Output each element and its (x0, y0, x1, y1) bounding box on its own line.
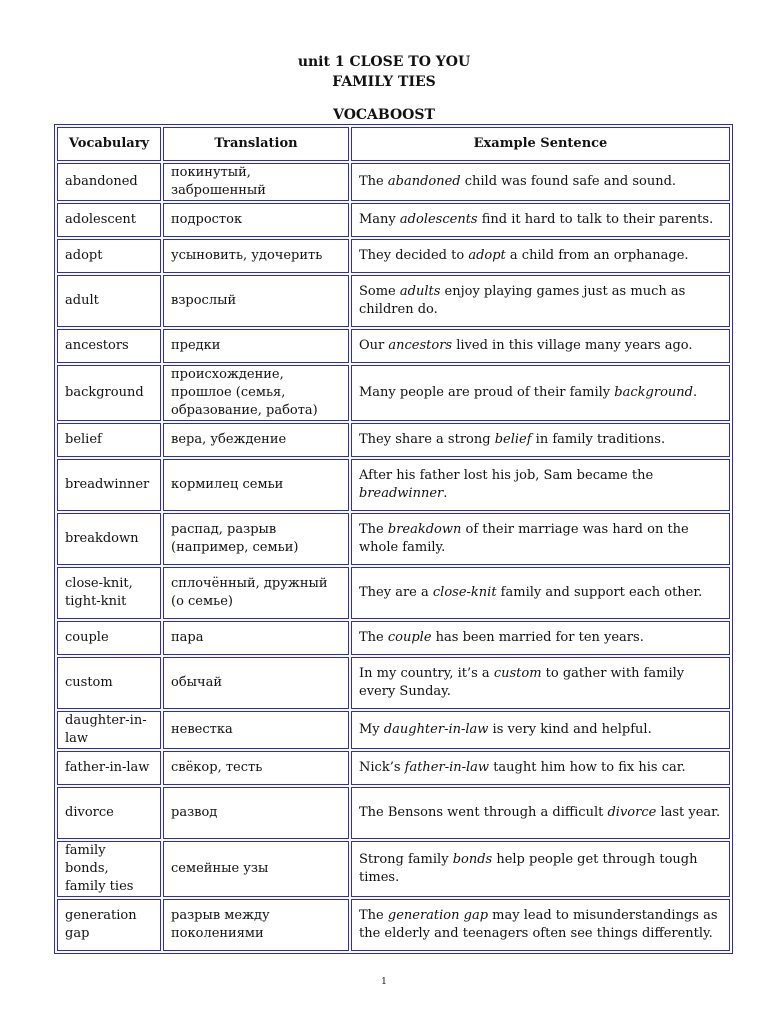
translation-cell: разрыв между поколениями (163, 899, 349, 951)
example-text: Some (359, 284, 400, 299)
example-keyword: bonds (452, 852, 493, 867)
example-cell (351, 841, 730, 897)
example-cell (351, 163, 730, 201)
table-row (57, 787, 730, 839)
table-row (57, 621, 730, 655)
example-text: Nick’s (359, 760, 405, 775)
translation-cell: происхождение, прошлое (семья, образование, работа) (163, 365, 349, 421)
column-header-vocabulary: Vocabulary (57, 127, 161, 161)
example-text: The Bensons went through a difficult (359, 805, 608, 820)
example-text: to gather with family every Sunday. (359, 666, 685, 699)
translation-cell: свёкор, тесть (163, 751, 349, 785)
example-text: has been married for ten years. (431, 630, 644, 645)
vocabulary-cell: adult (57, 275, 161, 327)
column-header-translation: Translation (163, 127, 349, 161)
example-text: is very kind and helpful. (488, 722, 652, 737)
page-number: 1 (381, 977, 387, 987)
vocabulary-cell: breadwinner (57, 459, 161, 511)
example-cell (351, 275, 730, 327)
example-text: of their marriage was hard on the whole family. (359, 522, 689, 555)
example-text: They are a (359, 585, 433, 600)
translation-cell: подросток (163, 203, 349, 237)
example-text: lived in this village many years ago. (452, 338, 693, 353)
vocabulary-cell: daughter-in-law (57, 711, 161, 749)
table-header-row (57, 127, 730, 161)
vocabulary-cell: father-in-law (57, 751, 161, 785)
example-keyword: adolescents (399, 212, 478, 227)
vocabulary-cell: belief (57, 423, 161, 457)
example-text: in family traditions. (531, 432, 666, 447)
vocabulary-cell: adopt (57, 239, 161, 273)
translation-cell: семейные узы (163, 841, 349, 897)
table-row (57, 899, 730, 951)
example-keyword: generation gap (387, 908, 489, 923)
example-keyword: father-in-law (404, 760, 490, 775)
example-cell (351, 657, 730, 709)
vocabulary-cell: ancestors (57, 329, 161, 363)
vocabulary-cell: custom (57, 657, 161, 709)
example-text: Many people are proud of their family (359, 385, 615, 400)
example-text: The (359, 522, 388, 537)
table-row (57, 423, 730, 457)
example-text: The (359, 908, 388, 923)
example-text: help people get through tough times. (359, 852, 698, 885)
example-text: child was found safe and sound. (460, 174, 677, 189)
example-text: family and support each other. (496, 585, 703, 600)
example-text: They decided to (359, 248, 469, 263)
example-text: In my country, it’s a (359, 666, 494, 681)
translation-cell: распад, разрыв (например, семьи) (163, 513, 349, 565)
translation-cell: сплочённый, дружный (о семье) (163, 567, 349, 619)
translation-cell: кормилец семьи (163, 459, 349, 511)
translation-cell: вера, убеждение (163, 423, 349, 457)
vocabulary-cell: adolescent (57, 203, 161, 237)
page-subtitle: FAMILY TIES (332, 74, 436, 90)
translation-cell: усыновить, удочерить (163, 239, 349, 273)
example-cell (351, 567, 730, 619)
example-cell (351, 899, 730, 951)
vocabulary-table (54, 124, 733, 954)
example-text: . (692, 385, 698, 400)
table-row (57, 751, 730, 785)
example-keyword: daughter-in-law (383, 722, 489, 737)
table-row (57, 459, 730, 511)
translation-cell: взрослый (163, 275, 349, 327)
example-text: My (359, 722, 384, 737)
example-text: Many (359, 212, 400, 227)
vocabulary-cell: abandoned (57, 163, 161, 201)
table-row (57, 365, 730, 421)
table-row (57, 711, 730, 749)
section-heading: VOCABOOST (333, 107, 435, 123)
example-cell (351, 711, 730, 749)
translation-cell: предки (163, 329, 349, 363)
example-text: enjoy playing games just as much as children do. (359, 284, 686, 317)
example-text: taught him how to fix his car. (489, 760, 686, 775)
translation-cell: пара (163, 621, 349, 655)
translation-cell: обычай (163, 657, 349, 709)
table-row (57, 163, 730, 201)
example-text: They share a strong (359, 432, 495, 447)
example-keyword: custom (493, 666, 542, 681)
table-row (57, 567, 730, 619)
table-row (57, 657, 730, 709)
example-cell (351, 513, 730, 565)
table-row (57, 203, 730, 237)
example-keyword: breakdown (387, 522, 462, 537)
translation-cell: невестка (163, 711, 349, 749)
vocabulary-cell: background (57, 365, 161, 421)
table-row (57, 275, 730, 327)
example-keyword: couple (387, 630, 432, 645)
example-text: . (443, 486, 448, 501)
translation-cell: развод (163, 787, 349, 839)
example-keyword: ancestors (388, 338, 453, 353)
table-row (57, 329, 730, 363)
example-cell (351, 751, 730, 785)
example-cell (351, 365, 730, 421)
vocabulary-cell: couple (57, 621, 161, 655)
vocabulary-cell: close-knit, tight-knit (57, 567, 161, 619)
column-header-example: Example Sentence (351, 127, 730, 161)
example-cell (351, 621, 730, 655)
example-text: After his father lost his job, Sam became the (359, 468, 654, 483)
example-text: The (359, 174, 388, 189)
example-keyword: background (614, 385, 693, 400)
example-keyword: breadwinner (359, 486, 444, 501)
vocabulary-cell: divorce (57, 787, 161, 839)
example-text: last year. (656, 805, 721, 820)
vocabulary-cell: generation gap (57, 899, 161, 951)
example-cell (351, 239, 730, 273)
example-text: Strong family (359, 852, 453, 867)
example-keyword: adults (399, 284, 441, 299)
page-title: unit 1 CLOSE TO YOU (297, 54, 471, 70)
example-cell (351, 787, 730, 839)
example-cell (351, 329, 730, 363)
example-text: find it hard to talk to their parents. (477, 212, 714, 227)
example-keyword: divorce (607, 805, 657, 820)
vocabulary-cell: breakdown (57, 513, 161, 565)
example-cell (351, 423, 730, 457)
vocabulary-cell: family bonds, family ties (57, 841, 161, 897)
example-keyword: close-knit (432, 585, 497, 600)
example-keyword: abandoned (387, 174, 461, 189)
table-row (57, 841, 730, 897)
example-text: Our (359, 338, 389, 353)
example-keyword: belief (494, 432, 532, 447)
table-row (57, 239, 730, 273)
translation-cell: покинутый, заброшенный (163, 163, 349, 201)
example-cell (351, 459, 730, 511)
example-cell (351, 203, 730, 237)
example-text: a child from an orphanage. (505, 248, 689, 263)
example-text: The (359, 630, 388, 645)
example-text: may lead to misunderstandings as the elderly and teenagers often see things differently. (359, 908, 718, 941)
example-keyword: adopt (468, 248, 506, 263)
table-row (57, 513, 730, 565)
